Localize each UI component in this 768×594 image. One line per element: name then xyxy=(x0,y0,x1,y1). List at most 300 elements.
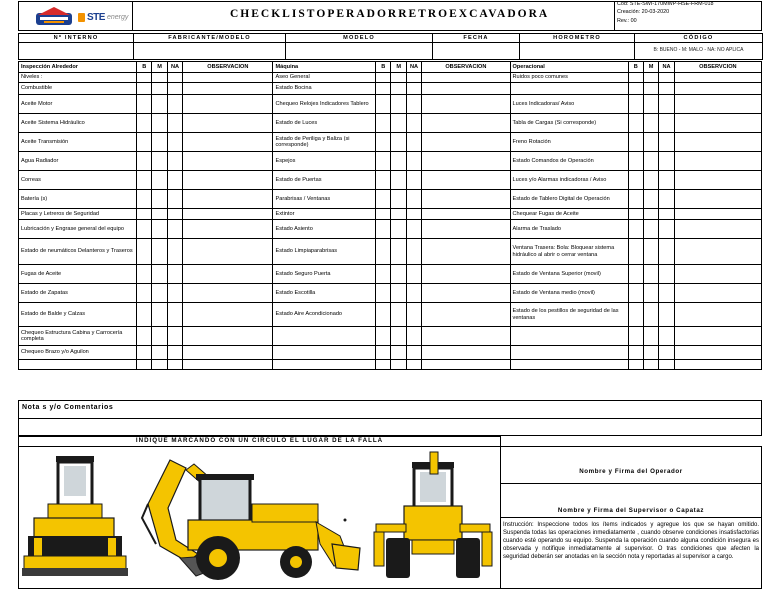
col-b-3: B xyxy=(628,62,643,73)
checkbox-b[interactable] xyxy=(628,327,643,346)
checkbox-b[interactable] xyxy=(137,152,152,171)
checklist-row xyxy=(19,220,762,239)
checkbox-b[interactable] xyxy=(376,133,391,152)
item-label-1: Estado de neumáticos Delanteros y Traseros xyxy=(19,239,137,265)
checklist-row xyxy=(19,83,762,95)
checkbox-na[interactable] xyxy=(167,83,182,95)
checkbox-m[interactable] xyxy=(152,220,167,239)
observation-cell[interactable] xyxy=(183,133,273,152)
col-operacional: Operacional xyxy=(510,62,628,73)
checkbox-na[interactable] xyxy=(659,73,674,83)
checkbox-m[interactable] xyxy=(391,114,406,133)
checkbox-na[interactable] xyxy=(406,133,421,152)
checkbox-b[interactable] xyxy=(137,133,152,152)
checkbox-m[interactable] xyxy=(152,265,167,284)
checkbox-b[interactable] xyxy=(628,220,643,239)
checkbox-b[interactable] xyxy=(137,171,152,190)
checkbox-na[interactable] xyxy=(659,239,674,265)
checkbox-b[interactable] xyxy=(376,83,391,95)
item-label-3 xyxy=(510,327,628,346)
checkbox-na[interactable] xyxy=(167,265,182,284)
observation-cell[interactable] xyxy=(183,284,273,303)
item-label-2: Estado Escotilla xyxy=(273,284,376,303)
checkbox-na[interactable] xyxy=(406,327,421,346)
checkbox-m[interactable] xyxy=(643,303,658,327)
backhoe-rear-view[interactable] xyxy=(374,452,492,578)
checklist-row xyxy=(19,190,762,209)
checkbox-m[interactable] xyxy=(152,133,167,152)
checkbox-m[interactable] xyxy=(643,83,658,95)
checkbox-b[interactable] xyxy=(376,220,391,239)
observation-cell[interactable] xyxy=(674,190,761,209)
checkbox-b[interactable] xyxy=(376,209,391,220)
checkbox-m[interactable] xyxy=(152,95,167,114)
checkbox-b[interactable] xyxy=(376,239,391,265)
checkbox-b[interactable] xyxy=(376,265,391,284)
backhoe-diagram[interactable] xyxy=(20,448,499,588)
checkbox-m[interactable] xyxy=(391,265,406,284)
checkbox-na[interactable] xyxy=(659,152,674,171)
checkbox-b[interactable] xyxy=(137,239,152,265)
observation-cell[interactable] xyxy=(183,360,273,370)
checkbox-na[interactable] xyxy=(659,95,674,114)
checkbox-na[interactable] xyxy=(659,114,674,133)
observation-cell[interactable] xyxy=(183,171,273,190)
checkbox-na[interactable] xyxy=(659,360,674,370)
checkbox-m[interactable] xyxy=(391,303,406,327)
label-fabricante: FABRICANTE/MODELO xyxy=(134,34,286,43)
backhoe-front-view[interactable] xyxy=(22,456,128,576)
observation-cell[interactable] xyxy=(674,171,761,190)
supervisor-signature-label: Nombre y Firma del Supervisor o Capataz xyxy=(557,507,705,514)
observation-cell[interactable] xyxy=(422,95,510,114)
checkbox-m[interactable] xyxy=(643,114,658,133)
checkbox-b[interactable] xyxy=(376,114,391,133)
observation-cell[interactable] xyxy=(674,114,761,133)
checkbox-b[interactable] xyxy=(376,171,391,190)
item-label-3: Ventana Trasera: Bola: Bloquear sistema hidráulico al abrir o cerrar ventana xyxy=(510,239,628,265)
checkbox-b[interactable] xyxy=(137,83,152,95)
checkbox-m[interactable] xyxy=(391,152,406,171)
observation-cell[interactable] xyxy=(674,303,761,327)
observation-cell[interactable] xyxy=(183,303,273,327)
item-label-3: Freno Rotación xyxy=(510,133,628,152)
checkbox-m[interactable] xyxy=(391,360,406,370)
item-label-2: Chequeo Relojes Indicadores Tablero xyxy=(273,95,376,114)
item-label-3 xyxy=(510,346,628,360)
checkbox-b[interactable] xyxy=(628,133,643,152)
checkbox-m[interactable] xyxy=(643,327,658,346)
item-label-3 xyxy=(510,83,628,95)
title-word-1: CHECKLIST xyxy=(230,8,317,20)
field-modelo[interactable] xyxy=(286,43,433,60)
label-fecha: FECHA xyxy=(433,34,520,43)
checkbox-b[interactable] xyxy=(628,265,643,284)
checkbox-na[interactable] xyxy=(167,346,182,360)
checkbox-m[interactable] xyxy=(391,83,406,95)
observation-cell[interactable] xyxy=(422,83,510,95)
checkbox-m[interactable] xyxy=(643,220,658,239)
title-word-3: RETROEXCAVADORA xyxy=(398,8,550,20)
checkbox-b[interactable] xyxy=(628,346,643,360)
item-label-1 xyxy=(19,360,137,370)
checkbox-b[interactable] xyxy=(137,73,152,83)
checkbox-b[interactable] xyxy=(376,73,391,83)
observation-cell[interactable] xyxy=(183,327,273,346)
observation-cell[interactable] xyxy=(674,152,761,171)
ste-logo xyxy=(78,10,128,24)
checkbox-m[interactable] xyxy=(152,209,167,220)
checkbox-m[interactable] xyxy=(391,239,406,265)
item-label-2: Estado Asiento xyxy=(273,220,376,239)
observation-cell[interactable] xyxy=(674,284,761,303)
checkbox-na[interactable] xyxy=(659,209,674,220)
col-na-2: NA xyxy=(406,62,421,73)
checkbox-na[interactable] xyxy=(406,209,421,220)
checkbox-na[interactable] xyxy=(659,133,674,152)
observation-cell[interactable] xyxy=(422,152,510,171)
checkbox-na[interactable] xyxy=(659,220,674,239)
checkbox-na[interactable] xyxy=(167,133,182,152)
item-label-1: Chequeo Estructura Cabina y Carrocería completa xyxy=(19,327,137,346)
item-label-2: Extintor xyxy=(273,209,376,220)
falla-label: INDIQUE MARCANDO CON UN CIRCULO EL LUGAR DE LA FALLA xyxy=(135,437,384,444)
item-label-2 xyxy=(273,346,376,360)
checkbox-m[interactable] xyxy=(391,220,406,239)
checkbox-na[interactable] xyxy=(406,303,421,327)
item-label-1: Agua Radiador xyxy=(19,152,137,171)
checkbox-b[interactable] xyxy=(628,114,643,133)
checkbox-na[interactable] xyxy=(406,190,421,209)
checkbox-na[interactable] xyxy=(659,327,674,346)
item-label-2: Estado de Periliga y Baliza (si corresponde) xyxy=(273,133,376,152)
ste-logo-suffix: energy xyxy=(106,13,129,21)
checkbox-b[interactable] xyxy=(628,83,643,95)
item-label-2: Aseo General xyxy=(273,73,376,83)
observation-cell[interactable] xyxy=(674,265,761,284)
item-label-2: Estado Bocina xyxy=(273,83,376,95)
checkbox-na[interactable] xyxy=(406,220,421,239)
checkbox-m[interactable] xyxy=(391,133,406,152)
checkbox-na[interactable] xyxy=(406,360,421,370)
observation-cell[interactable] xyxy=(422,133,510,152)
observation-cell[interactable] xyxy=(422,114,510,133)
item-label-1: Estado de Balde y Calzas xyxy=(19,303,137,327)
checkbox-m[interactable] xyxy=(643,73,658,83)
observation-cell[interactable] xyxy=(422,171,510,190)
operator-signature-box[interactable] xyxy=(500,446,762,484)
checkbox-b[interactable] xyxy=(376,152,391,171)
observation-cell[interactable] xyxy=(183,190,273,209)
checkbox-m[interactable] xyxy=(391,190,406,209)
observation-cell[interactable] xyxy=(422,303,510,327)
checkbox-b[interactable] xyxy=(376,360,391,370)
field-fecha[interactable] xyxy=(433,43,520,60)
observation-cell[interactable] xyxy=(674,73,761,83)
checkbox-b[interactable] xyxy=(628,95,643,114)
item-label-3: Alarma de Traslado xyxy=(510,220,628,239)
checkbox-m[interactable] xyxy=(643,190,658,209)
observation-cell[interactable] xyxy=(183,152,273,171)
observation-cell[interactable] xyxy=(183,239,273,265)
item-label-3: Estado de Ventana Superior (movil) xyxy=(510,265,628,284)
checkbox-m[interactable] xyxy=(391,171,406,190)
col-m-3: M xyxy=(643,62,658,73)
backhoe-side-view[interactable] xyxy=(142,460,360,580)
checkbox-m[interactable] xyxy=(391,327,406,346)
checklist-row xyxy=(19,360,762,370)
field-horometro[interactable] xyxy=(520,43,635,60)
col-m-1: M xyxy=(152,62,167,73)
checkbox-m[interactable] xyxy=(152,73,167,83)
item-label-3: Estado de los pestillos de seguridad de las ventanas xyxy=(510,303,628,327)
item-label-3 xyxy=(510,360,628,370)
checkbox-m[interactable] xyxy=(152,152,167,171)
observation-cell[interactable] xyxy=(183,346,273,360)
checkbox-b[interactable] xyxy=(628,209,643,220)
checkbox-m[interactable] xyxy=(391,284,406,303)
observation-cell[interactable] xyxy=(422,190,510,209)
checkbox-b[interactable] xyxy=(137,209,152,220)
observation-cell[interactable] xyxy=(674,327,761,346)
checklist-row xyxy=(19,327,762,346)
observation-cell[interactable] xyxy=(422,327,510,346)
observation-cell[interactable] xyxy=(183,95,273,114)
checkbox-na[interactable] xyxy=(167,95,182,114)
checkbox-b[interactable] xyxy=(376,303,391,327)
checkbox-m[interactable] xyxy=(643,284,658,303)
item-label-3: Chequear Fugas de Aceite xyxy=(510,209,628,220)
item-label-2: Estado de Luces xyxy=(273,114,376,133)
checkbox-b[interactable] xyxy=(137,265,152,284)
checkbox-na[interactable] xyxy=(406,73,421,83)
checklist-row xyxy=(19,152,762,171)
checkbox-na[interactable] xyxy=(659,346,674,360)
item-label-2: Parabrisas / Ventanas xyxy=(273,190,376,209)
info-table xyxy=(18,33,763,60)
label-horometro: HOROMETRO xyxy=(520,34,635,43)
checkbox-na[interactable] xyxy=(406,152,421,171)
checkbox-m[interactable] xyxy=(643,239,658,265)
checkbox-na[interactable] xyxy=(167,190,182,209)
checkbox-m[interactable] xyxy=(643,95,658,114)
col-b-1: B xyxy=(137,62,152,73)
checkbox-m[interactable] xyxy=(643,360,658,370)
checklist-row xyxy=(19,265,762,284)
checkbox-b[interactable] xyxy=(628,239,643,265)
checkbox-b[interactable] xyxy=(137,220,152,239)
checkbox-b[interactable] xyxy=(137,327,152,346)
observation-cell[interactable] xyxy=(674,220,761,239)
checkbox-na[interactable] xyxy=(167,171,182,190)
observation-cell[interactable] xyxy=(674,133,761,152)
observation-cell[interactable] xyxy=(183,220,273,239)
label-codigo: CÓDIGO xyxy=(635,34,763,43)
item-label-2: Estado Limpiaparabrisas xyxy=(273,239,376,265)
observation-cell[interactable] xyxy=(422,73,510,83)
checkbox-m[interactable] xyxy=(152,83,167,95)
observation-cell[interactable] xyxy=(674,346,761,360)
field-n-interno[interactable] xyxy=(19,43,134,60)
checkbox-na[interactable] xyxy=(659,190,674,209)
item-label-3: Estado Comandos de Operación xyxy=(510,152,628,171)
item-label-3: Tabla de Cargas (Si corresponde) xyxy=(510,114,628,133)
checkbox-na[interactable] xyxy=(167,209,182,220)
checkbox-b[interactable] xyxy=(628,171,643,190)
checkbox-b[interactable] xyxy=(137,95,152,114)
checkbox-m[interactable] xyxy=(643,265,658,284)
checkbox-na[interactable] xyxy=(167,220,182,239)
notes-box[interactable] xyxy=(18,400,762,419)
checklist-row xyxy=(19,73,762,83)
checkbox-na[interactable] xyxy=(659,284,674,303)
observation-cell[interactable] xyxy=(422,239,510,265)
checkbox-na[interactable] xyxy=(167,327,182,346)
item-label-1: Aceite Sistema Hidráulico xyxy=(19,114,137,133)
item-label-2: Estado Seguro Puerta xyxy=(273,265,376,284)
checkbox-m[interactable] xyxy=(643,346,658,360)
item-label-1: Fugas de Aceite xyxy=(19,265,137,284)
item-label-1: Aceite Transmisión xyxy=(19,133,137,152)
item-label-1: Correas xyxy=(19,171,137,190)
checkbox-na[interactable] xyxy=(167,284,182,303)
observation-cell[interactable] xyxy=(674,239,761,265)
checkbox-b[interactable] xyxy=(628,190,643,209)
checkbox-na[interactable] xyxy=(406,239,421,265)
checkbox-b[interactable] xyxy=(137,346,152,360)
checkbox-m[interactable] xyxy=(152,171,167,190)
observation-cell[interactable] xyxy=(422,220,510,239)
checkbox-na[interactable] xyxy=(659,265,674,284)
notes-line[interactable] xyxy=(18,418,762,436)
checkbox-na[interactable] xyxy=(406,95,421,114)
checkbox-na[interactable] xyxy=(659,171,674,190)
ste-logo-icon xyxy=(78,13,85,22)
item-label-1: Aceite Motor xyxy=(19,95,137,114)
checkbox-na[interactable] xyxy=(406,346,421,360)
checkbox-b[interactable] xyxy=(137,190,152,209)
checkbox-na[interactable] xyxy=(167,114,182,133)
checkbox-m[interactable] xyxy=(391,209,406,220)
checklist-row xyxy=(19,114,762,133)
checkbox-na[interactable] xyxy=(659,83,674,95)
checkbox-b[interactable] xyxy=(137,114,152,133)
item-label-1: Chequeo Brazo y/o Aguilon xyxy=(19,346,137,360)
checkbox-b[interactable] xyxy=(137,284,152,303)
checkbox-na[interactable] xyxy=(406,265,421,284)
col-observacion-2: OBSERVACION xyxy=(422,62,510,73)
checkbox-b[interactable] xyxy=(376,346,391,360)
checkbox-na[interactable] xyxy=(167,73,182,83)
observation-cell[interactable] xyxy=(674,83,761,95)
observation-cell[interactable] xyxy=(183,83,273,95)
item-label-2: Estado Aire Acondicionado xyxy=(273,303,376,327)
item-label-2 xyxy=(273,327,376,346)
checkbox-m[interactable] xyxy=(643,209,658,220)
observation-cell[interactable] xyxy=(422,346,510,360)
checkbox-b[interactable] xyxy=(628,360,643,370)
col-m-2: M xyxy=(391,62,406,73)
checklist-row xyxy=(19,133,762,152)
company-logo xyxy=(34,5,74,27)
col-inspeccion: Inspección Alrededor xyxy=(19,62,137,73)
item-label-3: Estado de Tablero Digital de Operación xyxy=(510,190,628,209)
item-label-2: Espejos xyxy=(273,152,376,171)
col-observacion-3: OBSERVCION xyxy=(674,62,761,73)
checkbox-m[interactable] xyxy=(152,346,167,360)
checkbox-b[interactable] xyxy=(628,152,643,171)
checkbox-m[interactable] xyxy=(643,152,658,171)
checkbox-na[interactable] xyxy=(406,284,421,303)
observation-cell[interactable] xyxy=(674,209,761,220)
checkbox-m[interactable] xyxy=(391,73,406,83)
col-na-1: NA xyxy=(167,62,182,73)
checkbox-m[interactable] xyxy=(152,114,167,133)
checklist-table xyxy=(18,61,762,370)
checkbox-na[interactable] xyxy=(167,360,182,370)
checkbox-b[interactable] xyxy=(137,360,152,370)
checkbox-na[interactable] xyxy=(167,303,182,327)
observation-cell[interactable] xyxy=(183,73,273,83)
field-fabricante[interactable] xyxy=(134,43,286,60)
observation-cell[interactable] xyxy=(674,95,761,114)
checkbox-na[interactable] xyxy=(659,303,674,327)
checkbox-m[interactable] xyxy=(152,284,167,303)
checkbox-m[interactable] xyxy=(643,171,658,190)
item-label-3: Luces Indicadoras/ Aviso xyxy=(510,95,628,114)
checkbox-b[interactable] xyxy=(628,303,643,327)
checkbox-na[interactable] xyxy=(406,114,421,133)
checkbox-m[interactable] xyxy=(152,190,167,209)
checkbox-na[interactable] xyxy=(406,83,421,95)
checkbox-b[interactable] xyxy=(628,284,643,303)
notes-label: Nota s y/o Comentarios xyxy=(22,404,114,411)
observation-cell[interactable] xyxy=(422,284,510,303)
col-observacion-1: OBSERVACION xyxy=(183,62,273,73)
ste-logo-text: STE xyxy=(87,11,105,23)
checkbox-m[interactable] xyxy=(152,239,167,265)
item-label-1: Estado de Zapatas xyxy=(19,284,137,303)
checkbox-b[interactable] xyxy=(376,284,391,303)
observation-cell[interactable] xyxy=(422,209,510,220)
checkbox-na[interactable] xyxy=(167,152,182,171)
checkbox-m[interactable] xyxy=(643,133,658,152)
checkbox-b[interactable] xyxy=(137,303,152,327)
observation-cell[interactable] xyxy=(183,209,273,220)
observation-cell[interactable] xyxy=(422,360,510,370)
checkbox-na[interactable] xyxy=(406,171,421,190)
checkbox-na[interactable] xyxy=(167,239,182,265)
checkbox-m[interactable] xyxy=(391,95,406,114)
checkbox-m[interactable] xyxy=(391,346,406,360)
observation-cell[interactable] xyxy=(183,265,273,284)
checklist-row xyxy=(19,284,762,303)
checkbox-b[interactable] xyxy=(376,327,391,346)
label-modelo: MODELO xyxy=(286,34,433,43)
observation-cell[interactable] xyxy=(183,114,273,133)
checkbox-m[interactable] xyxy=(152,327,167,346)
checkbox-b[interactable] xyxy=(376,190,391,209)
item-label-3: Luces y/o Alarmas indicadoras / Aviso xyxy=(510,171,628,190)
checkbox-m[interactable] xyxy=(152,303,167,327)
observation-cell[interactable] xyxy=(422,265,510,284)
checkbox-b[interactable] xyxy=(376,95,391,114)
checkbox-m[interactable] xyxy=(152,360,167,370)
checkbox-b[interactable] xyxy=(628,73,643,83)
col-na-3: NA xyxy=(659,62,674,73)
observation-cell[interactable] xyxy=(674,360,761,370)
title-word-2: OPERADOR xyxy=(316,8,399,20)
